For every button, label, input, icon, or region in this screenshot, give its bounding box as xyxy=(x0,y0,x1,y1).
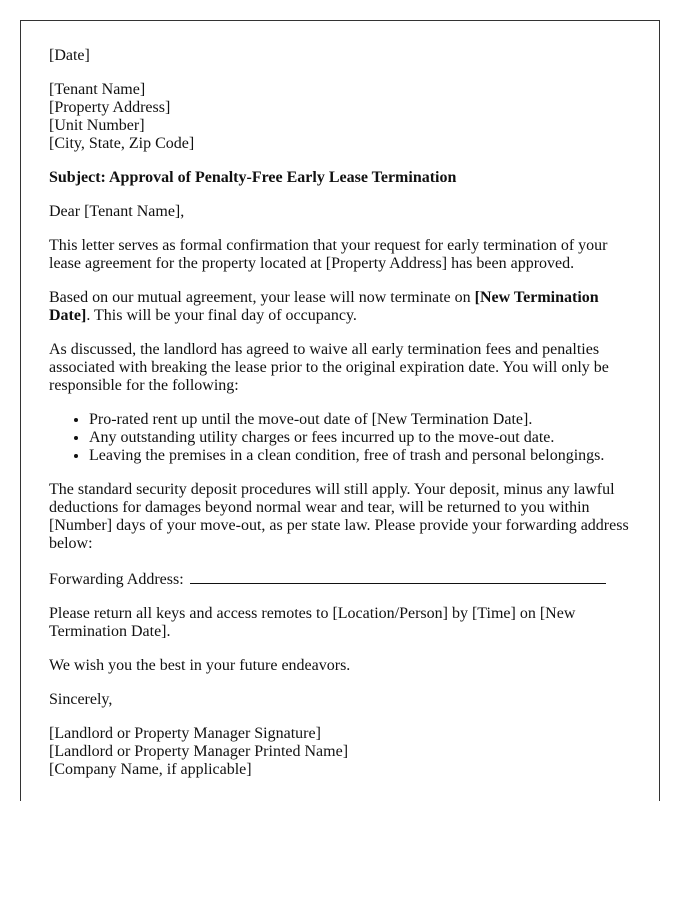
recipient-city-state-zip: [City, State, Zip Code] xyxy=(49,135,195,152)
signature-printed-name: [Landlord or Property Manager Printed Name] xyxy=(49,743,349,760)
termination-date-bold: [New Termination Date] xyxy=(49,289,599,324)
letter-subject: Subject: Approval of Penalty-Free Early Lease Termination xyxy=(49,169,457,186)
paragraph-security-deposit: The standard security deposit procedures will still apply. Your deposit, minus any lawful deductions for damages beyond normal wear and tear, will be returned to you within [Number] days of your move-out, as per state law. Please provide your forwarding address below: xyxy=(49,481,629,552)
list-item: • Pro-rated rent up until the move-out date of [New Termination Date]. xyxy=(89,411,639,429)
letter-closing: Sincerely, xyxy=(49,691,113,708)
signature-company: [Company Name, if applicable] xyxy=(49,761,252,778)
letter-body xyxy=(49,47,639,795)
termination-text-after: . This will be your final day of occupancy. xyxy=(86,307,357,324)
recipient-property-address: [Property Address] xyxy=(49,99,171,116)
list-item: • Leaving the premises in a clean condition, free of trash and personal belongings. xyxy=(89,447,639,465)
paragraph-well-wishes: We wish you the best in your future endeavors. xyxy=(49,657,351,674)
signature-line: [Landlord or Property Manager Signature] xyxy=(49,725,321,742)
recipient-name: [Tenant Name] xyxy=(49,81,146,98)
recipient-address-block xyxy=(49,81,639,153)
responsibilities-list xyxy=(49,411,639,465)
paragraph-fee-waiver: As discussed, the landlord has agreed to waive all early termination fees and penalties associated with breaking the lease prior to the original expiration date. You will only be responsible for the following: xyxy=(49,341,609,394)
forwarding-address-label: Forwarding Address: xyxy=(49,571,184,588)
forwarding-address-field[interactable] xyxy=(190,569,606,584)
paragraph-termination-date xyxy=(49,289,639,325)
list-item: • Any outstanding utility charges or fees incurred up to the move-out date. xyxy=(89,429,639,447)
recipient-unit-number: [Unit Number] xyxy=(49,117,145,134)
termination-text-before: Based on our mutual agreement, your lease will now terminate on xyxy=(49,289,475,306)
paragraph-confirmation: This letter serves as formal confirmation that your request for early termination of your lease agreement for the property located at [Property Address] has been approved. xyxy=(49,237,608,272)
signature-block xyxy=(49,725,639,779)
paragraph-key-return: Please return all keys and access remotes to [Location/Person] by [Time] on [New Termination Date]. xyxy=(49,605,576,640)
forwarding-address-row xyxy=(49,569,639,589)
letter-salutation: Dear [Tenant Name], xyxy=(49,203,185,220)
letter-date: [Date] xyxy=(49,47,90,64)
